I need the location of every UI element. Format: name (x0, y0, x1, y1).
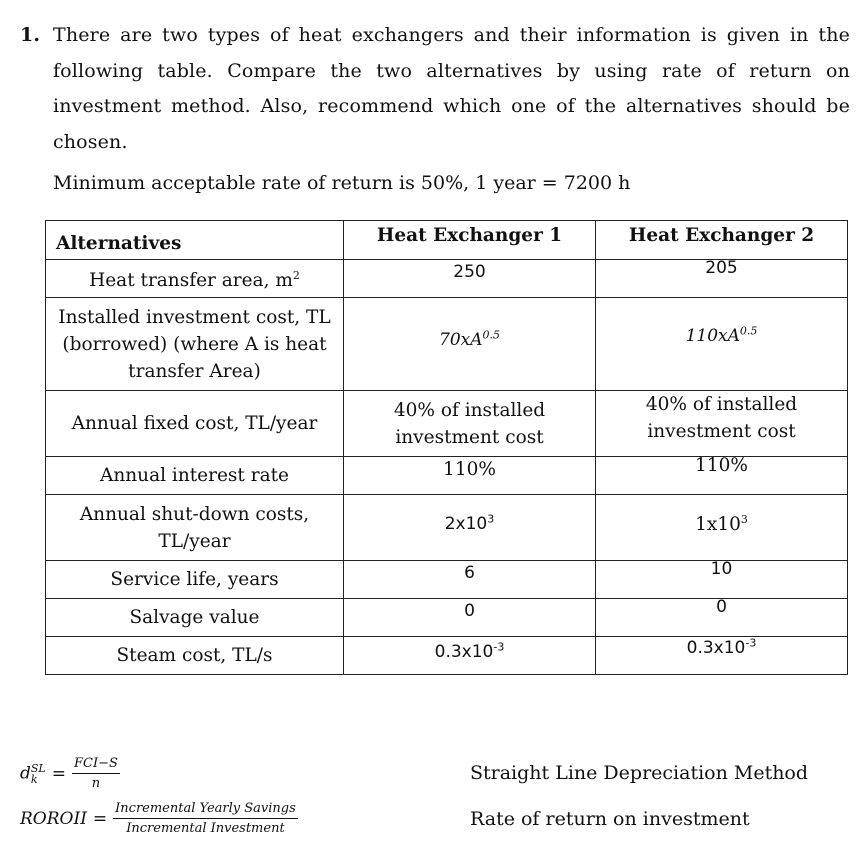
question-number: 1. (20, 24, 41, 46)
hx2-value: $0.3x10^{-3}$ (596, 637, 848, 675)
row-label: Annual shut-down costs, TL/year (46, 495, 344, 561)
hx1-value: $70xA^{0.5}$ (344, 298, 596, 391)
given-conditions: Minimum acceptable rate of return is 50%, 1 year = 7200 h (53, 172, 631, 194)
hx1-value: $2x10^3$ (344, 495, 596, 561)
table-row (46, 260, 848, 298)
roroii-formula: ROROII = $\frac{\text{Incremental Yearly Savings}}{\text{Incremental Investment}}$ (20, 801, 296, 836)
hx1-value: 250 (344, 260, 596, 298)
depreciation-fraction: $\frac{\text{FCI−S}}{n}$ (73, 756, 118, 791)
hx2-value: 40% of installed investment cost (596, 391, 848, 457)
depreciation-formula: d SL k = $\frac{\text{FCI−S}}{n}$ (20, 756, 118, 791)
row-label: Steam cost, TL/s (46, 637, 344, 675)
row-label: Service life, years (46, 561, 344, 599)
hx2-value: 205 (596, 260, 848, 298)
depreciation-description: Straight Line Depreciation Method (470, 762, 809, 784)
hx1-value: 110% (344, 457, 596, 495)
hx1-value: $0.3x10^{-3}$ (344, 637, 596, 675)
header-hx1: Heat Exchanger 1 (344, 221, 596, 260)
row-label: Annual fixed cost, TL/year (46, 391, 344, 457)
table-header-row (46, 221, 848, 260)
hx2-value: 10 (596, 561, 848, 599)
hx2-value: $1x10^3$ (596, 495, 848, 561)
table-row (46, 391, 848, 457)
hx1-value: 0 (344, 599, 596, 637)
roroii-symbol: ROROII (20, 808, 87, 829)
header-alternatives: Alternatives (46, 221, 344, 260)
row-label: Annual interest rate (46, 457, 344, 495)
roroii-description: Rate of return on investment (470, 808, 750, 830)
table-row (46, 495, 848, 561)
hx2-value: $110xA^{0.5}$ (596, 298, 848, 391)
row-label: Installed investment cost, TL (borrowed) (where A is heat transfer Area) (46, 298, 344, 391)
table-row (46, 637, 848, 675)
depreciation-symbol: d SL k (20, 761, 46, 786)
table-row (46, 561, 848, 599)
hx2-value: 110% (596, 457, 848, 495)
heat-exchanger-table (45, 220, 848, 675)
table-row (46, 298, 848, 391)
row-label: Heat transfer area, $m^2$ (46, 260, 344, 298)
hx1-value: 40% of installed investment cost (344, 391, 596, 457)
table-row (46, 457, 848, 495)
row-label: Salvage value (46, 599, 344, 637)
header-hx2: Heat Exchanger 2 (596, 221, 848, 260)
roroii-fraction: $\frac{\text{Incremental Yearly Savings}}{\text{Incremental Investment}}$ (115, 801, 296, 836)
hx2-value: 0 (596, 599, 848, 637)
question-text: There are two types of heat exchangers and their information is given in the following table. Compare the two alternatives by using rate of return on investment method. Also, recommend which one of the alternatives should be chosen. (53, 24, 850, 153)
hx1-value: 6 (344, 561, 596, 599)
problem-statement (20, 18, 850, 160)
table-row (46, 599, 848, 637)
